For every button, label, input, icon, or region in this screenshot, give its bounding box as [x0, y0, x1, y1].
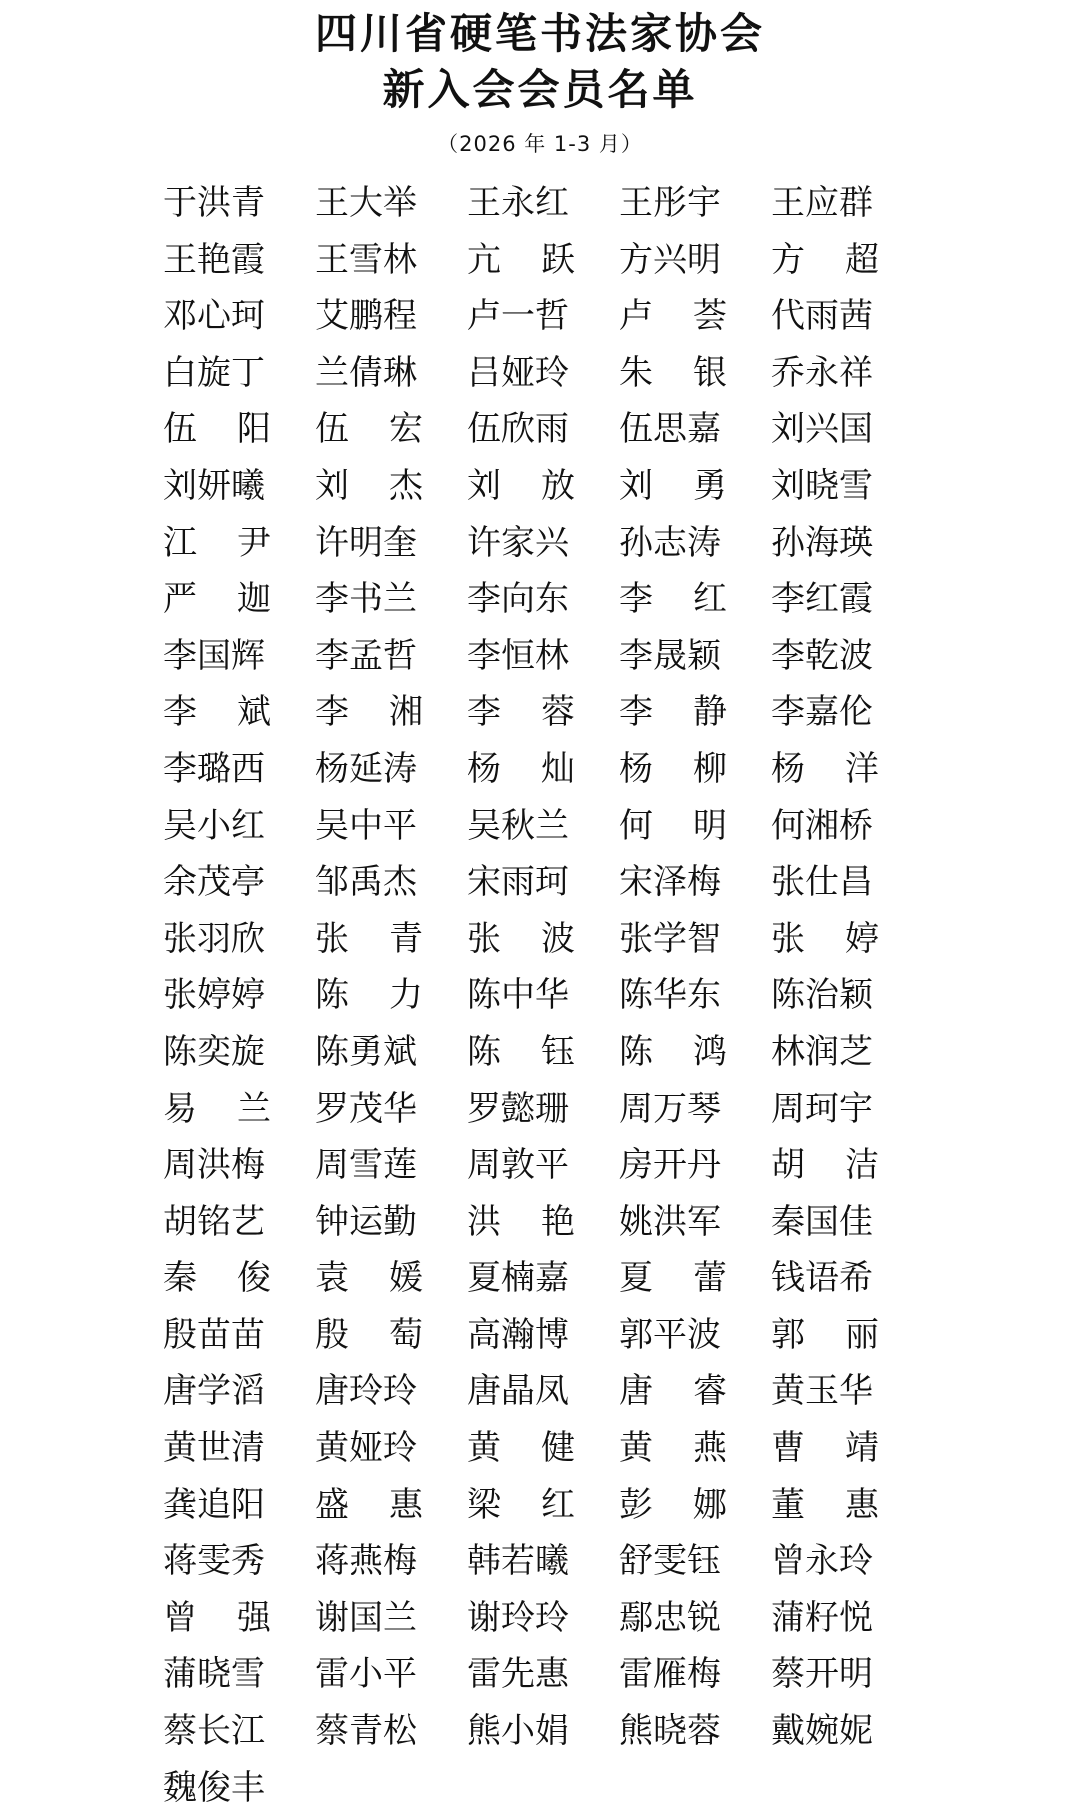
member-name: 艾鹏程 — [315, 296, 417, 337]
member-name: 孙志涛 — [619, 522, 721, 563]
member-name: 魏俊丰 — [163, 1767, 265, 1808]
document-title-line2: 新入会会员名单 — [382, 65, 698, 114]
member-name: 黄娅玲 — [315, 1428, 417, 1469]
member-name: 许明奎 — [315, 522, 417, 563]
member-name: 唐学滔 — [163, 1371, 265, 1412]
member-name: 刘兴国 — [771, 409, 873, 450]
member-name: 唐晶凤 — [467, 1371, 569, 1412]
member-name: 伍 宏 — [315, 409, 423, 450]
member-name: 易 兰 — [163, 1088, 271, 1129]
member-name: 李孟哲 — [315, 635, 417, 676]
member-name: 陈 鸿 — [619, 1031, 727, 1072]
member-name: 刘 勇 — [619, 465, 727, 506]
member-name: 许家兴 — [467, 522, 569, 563]
member-name: 舒雯钰 — [619, 1541, 721, 1582]
member-name: 夏楠嘉 — [467, 1258, 569, 1299]
member-name: 刘 放 — [467, 465, 575, 506]
member-name: 蒲晓雪 — [163, 1654, 265, 1695]
member-name: 周洪梅 — [163, 1145, 265, 1186]
member-name: 伍思嘉 — [619, 409, 721, 450]
member-name: 邹禹杰 — [315, 862, 417, 903]
member-name: 曾永玲 — [771, 1541, 873, 1582]
member-name: 李 红 — [619, 579, 727, 620]
member-name: 蒲籽悦 — [771, 1597, 873, 1638]
member-name: 郭 丽 — [771, 1314, 879, 1355]
member-name: 于洪青 — [163, 183, 265, 223]
member-name: 李璐西 — [163, 748, 265, 789]
member-name: 唐 睿 — [619, 1371, 727, 1412]
member-name: 方兴明 — [619, 239, 721, 280]
member-name: 罗茂华 — [315, 1088, 417, 1129]
member-name: 张 青 — [315, 918, 423, 959]
member-name: 江 尹 — [163, 522, 271, 563]
member-name: 蒋雯秀 — [163, 1541, 265, 1582]
member-name: 洪 艳 — [467, 1201, 575, 1242]
member-name: 杨 灿 — [467, 748, 575, 789]
member-name: 吕娅玲 — [467, 352, 569, 393]
member-name: 谢玲玲 — [467, 1597, 569, 1638]
member-name: 陈治颖 — [771, 975, 873, 1016]
member-name: 王艳霞 — [163, 239, 265, 280]
member-name: 蔡青松 — [315, 1711, 417, 1752]
member-name: 刘晓雪 — [771, 465, 873, 506]
member-name: 白旋丁 — [163, 352, 265, 393]
member-name: 秦 俊 — [163, 1258, 271, 1299]
member-name: 蔡开明 — [771, 1654, 873, 1695]
member-name: 黄 健 — [467, 1428, 575, 1469]
member-name: 李 湘 — [315, 692, 423, 733]
member-name: 吴秋兰 — [467, 805, 569, 846]
member-name: 罗懿珊 — [467, 1088, 569, 1129]
member-name: 彭 娜 — [619, 1484, 727, 1525]
member-name: 胡铭艺 — [163, 1201, 265, 1242]
member-name: 张学智 — [619, 918, 721, 959]
member-name: 李国辉 — [163, 635, 265, 676]
member-name: 秦国佳 — [771, 1201, 873, 1242]
member-name: 王永红 — [467, 183, 569, 223]
member-name: 熊小娟 — [467, 1711, 569, 1752]
member-name: 乔永祥 — [771, 352, 873, 393]
member-name: 亢 跃 — [467, 239, 575, 280]
member-name: 曾 强 — [163, 1597, 271, 1638]
member-name: 黄玉华 — [771, 1371, 873, 1412]
member-name: 孙海瑛 — [771, 522, 873, 563]
member-name: 陈 钰 — [467, 1031, 575, 1072]
member-name: 余茂亭 — [163, 862, 265, 903]
member-name: 鄢忠锐 — [619, 1597, 721, 1638]
member-name: 兰倩琳 — [315, 352, 417, 393]
member-name: 伍欣雨 — [467, 409, 569, 450]
member-name: 雷雁梅 — [619, 1654, 721, 1695]
member-name: 陈 力 — [315, 975, 423, 1016]
member-name: 李嘉伦 — [771, 692, 873, 733]
member-names-grid — [163, 175, 923, 1816]
member-name: 董 惠 — [771, 1484, 879, 1525]
member-name: 盛 惠 — [315, 1484, 423, 1525]
member-name: 殷 萄 — [315, 1314, 423, 1355]
member-name: 梁 红 — [467, 1484, 575, 1525]
member-name: 郭平波 — [619, 1314, 721, 1355]
member-name: 李 静 — [619, 692, 727, 733]
member-name: 李晟颖 — [619, 635, 721, 676]
member-name: 王彤宇 — [619, 183, 721, 223]
member-name: 钱语希 — [771, 1258, 873, 1299]
member-name: 蒋燕梅 — [315, 1541, 417, 1582]
member-name: 周敦平 — [467, 1145, 569, 1186]
member-name: 何湘桥 — [771, 805, 873, 846]
member-name: 李恒林 — [467, 635, 569, 676]
member-name: 李向东 — [467, 579, 569, 620]
member-name: 李 蓉 — [467, 692, 575, 733]
member-name: 刘妍曦 — [163, 465, 265, 506]
member-name: 蔡长江 — [163, 1711, 265, 1752]
member-name: 王应群 — [771, 183, 873, 223]
member-name: 谢国兰 — [315, 1597, 417, 1638]
member-name: 方 超 — [771, 239, 879, 280]
member-name: 吴小红 — [163, 805, 265, 846]
member-name: 钟运勤 — [315, 1201, 417, 1242]
member-name: 黄 燕 — [619, 1428, 727, 1469]
member-name: 代雨茜 — [771, 296, 873, 337]
member-name: 王雪林 — [315, 239, 417, 280]
member-name: 高瀚博 — [467, 1314, 569, 1355]
member-name: 唐玲玲 — [315, 1371, 417, 1412]
member-name: 雷小平 — [315, 1654, 417, 1695]
member-name: 张仕昌 — [771, 862, 873, 903]
member-name: 周雪莲 — [315, 1145, 417, 1186]
member-name: 刘 杰 — [315, 465, 423, 506]
member-name: 黄世清 — [163, 1428, 265, 1469]
member-name: 吴中平 — [315, 805, 417, 846]
member-name: 李乾波 — [771, 635, 873, 676]
member-name: 杨延涛 — [315, 748, 417, 789]
document-title-line1: 四川省硬笔书法家协会 — [314, 9, 765, 58]
member-name: 袁 媛 — [315, 1258, 423, 1299]
member-name: 宋雨珂 — [467, 862, 569, 903]
member-name: 李 斌 — [163, 692, 271, 733]
member-name: 何 明 — [619, 805, 727, 846]
member-name: 韩若曦 — [467, 1541, 569, 1582]
member-name: 陈华东 — [619, 975, 721, 1016]
member-name: 龚追阳 — [163, 1484, 265, 1525]
member-name: 张羽欣 — [163, 918, 265, 959]
member-name: 李书兰 — [315, 579, 417, 620]
member-name: 杨 柳 — [619, 748, 727, 789]
member-name: 夏 蕾 — [619, 1258, 727, 1299]
member-name: 张 波 — [467, 918, 575, 959]
member-name: 雷先惠 — [467, 1654, 569, 1695]
member-name: 张 婷 — [771, 918, 879, 959]
member-name: 周万琴 — [619, 1088, 721, 1129]
member-name: 陈奕旋 — [163, 1031, 265, 1072]
member-name: 房开丹 — [619, 1145, 721, 1186]
member-name: 王大举 — [315, 183, 417, 223]
member-name: 严 迦 — [163, 579, 271, 620]
period-subtitle: （2026 年 1-3 月） — [437, 132, 643, 156]
member-name: 朱 银 — [619, 352, 727, 393]
member-name: 李红霞 — [771, 579, 873, 620]
member-name: 周珂宇 — [771, 1088, 873, 1129]
member-name: 张婷婷 — [163, 975, 265, 1016]
member-name: 卢一哲 — [467, 296, 569, 337]
member-name: 陈中华 — [467, 975, 569, 1016]
member-name: 胡 洁 — [771, 1145, 879, 1186]
member-name: 曹 靖 — [771, 1428, 879, 1469]
member-name: 熊晓蓉 — [619, 1711, 721, 1752]
member-name: 杨 洋 — [771, 748, 879, 789]
member-name: 殷苗苗 — [163, 1314, 265, 1355]
member-name: 姚洪军 — [619, 1201, 721, 1242]
member-name: 邓心珂 — [163, 296, 265, 337]
member-name: 戴婉妮 — [771, 1711, 873, 1752]
member-name: 伍 阳 — [163, 409, 271, 450]
member-name: 陈勇斌 — [315, 1031, 417, 1072]
member-name: 卢 荟 — [619, 296, 727, 337]
member-name: 林润芝 — [771, 1031, 873, 1072]
member-name: 宋泽梅 — [619, 862, 721, 903]
